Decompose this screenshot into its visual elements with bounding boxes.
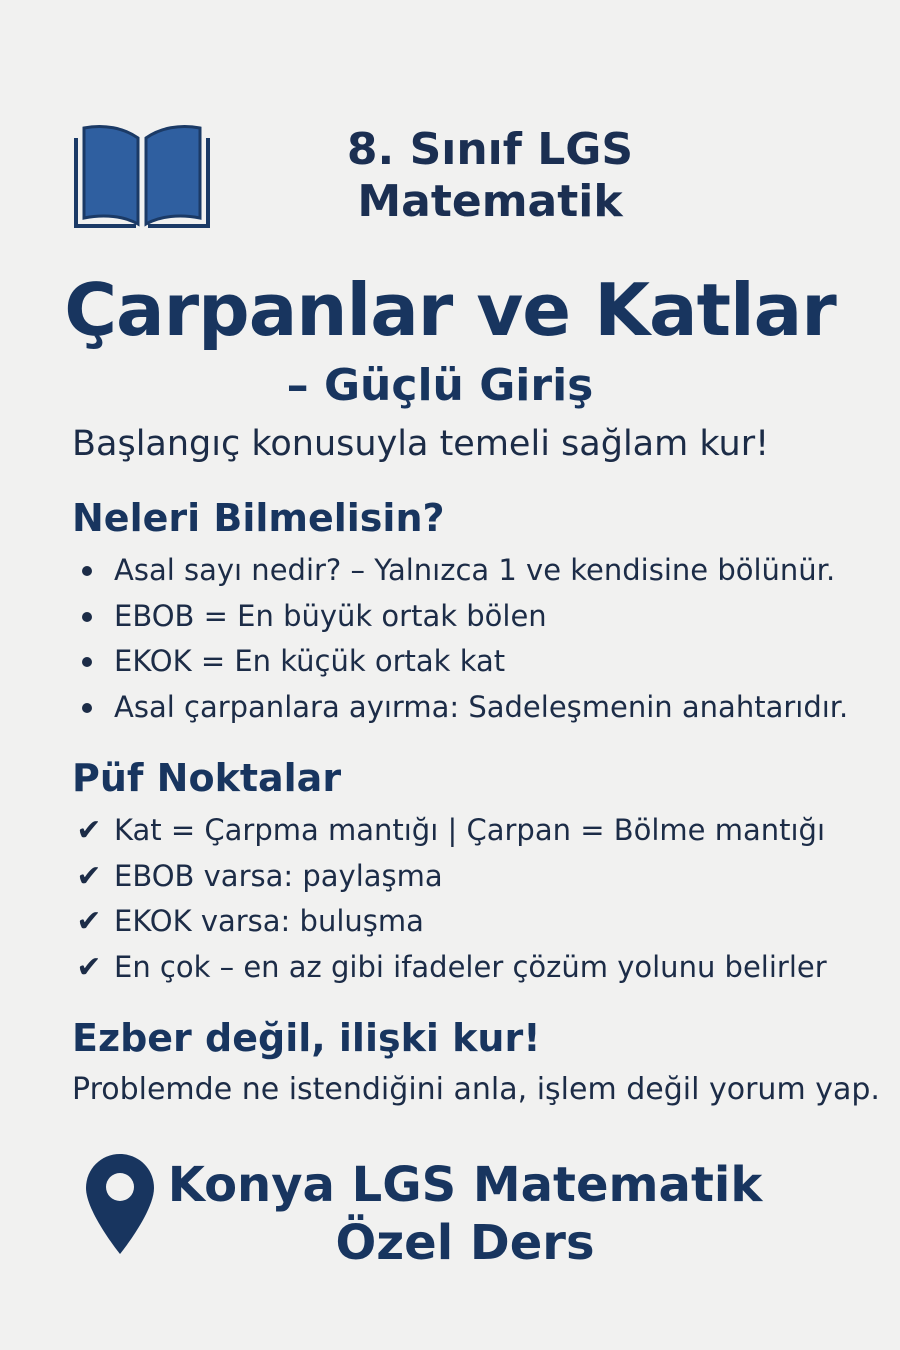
footer-title bbox=[160, 1156, 770, 1272]
know-list bbox=[72, 548, 892, 730]
know-list-item: EBOB = En büyük ortak bölen bbox=[72, 594, 892, 640]
footer-line2: Özel Ders bbox=[335, 1215, 595, 1271]
closing-text: Problemde ne istendiğini anla, işlem değil yorum yap. bbox=[72, 1072, 880, 1107]
checkmark-icon: ✔ bbox=[76, 813, 102, 848]
bullet-icon bbox=[82, 566, 92, 576]
bullet-icon bbox=[82, 703, 92, 713]
tips-list-item: ✔ EKOK varsa: buluşma bbox=[72, 899, 892, 945]
page-subtitle: – Güçlü Giriş bbox=[286, 360, 594, 411]
checkmark-icon: ✔ bbox=[76, 949, 102, 985]
checkmark-icon: ✔ bbox=[76, 858, 102, 894]
page-title: Çarpanlar ve Katlar bbox=[64, 268, 836, 352]
tips-list-item: ✔ En çok – en az gibi ifadeler çözüm yolunu belirler bbox=[72, 945, 892, 991]
tagline: Başlangıç konusuyla temeli sağlam kur! bbox=[72, 424, 770, 464]
open-book-icon bbox=[70, 124, 214, 232]
know-list-item: EKOK = En küçük ortak kat bbox=[72, 639, 892, 685]
tips-section-heading: Püf Noktalar bbox=[72, 756, 342, 800]
closing-heading: Ezber değil, ilişki kur! bbox=[72, 1016, 541, 1060]
bullet-icon bbox=[82, 612, 92, 622]
header-title bbox=[330, 124, 650, 228]
location-pin-icon bbox=[84, 1152, 156, 1256]
checkmark-icon: ✔ bbox=[76, 904, 102, 939]
know-section-heading: Neleri Bilmelisin? bbox=[72, 496, 445, 540]
footer-line1: Konya LGS Matematik bbox=[167, 1157, 763, 1213]
tips-list-item: ✔ EBOB varsa: paylaşma bbox=[72, 854, 892, 900]
tips-list bbox=[72, 808, 892, 990]
know-list-item: Asal çarpanlara ayırma: Sadeleşmenin anahtarıdır. bbox=[72, 685, 892, 731]
know-list-item: Asal sayı nedir? – Yalnızca 1 ve kendisine bölünür. bbox=[72, 548, 892, 594]
tips-list-item: ✔ Kat = Çarpma mantığı | Çarpan = Bölme mantığı bbox=[72, 808, 892, 854]
header-title-line2: Matematik bbox=[357, 176, 623, 227]
bullet-icon bbox=[82, 657, 92, 667]
header-title-line1: 8. Sınıf LGS bbox=[346, 124, 634, 175]
